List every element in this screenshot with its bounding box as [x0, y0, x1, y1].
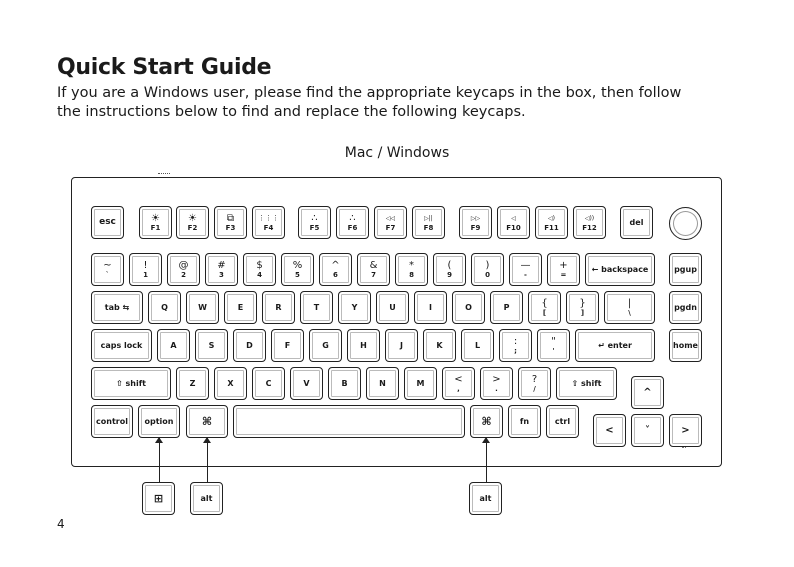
key-f7[interactable]: ◁◁ F7	[374, 206, 407, 239]
replacement-windows-key[interactable]	[142, 482, 175, 515]
key-3[interactable]: # 3	[205, 253, 238, 286]
key-enter[interactable]: ↵ enter	[575, 329, 655, 362]
key-z[interactable]: Z	[176, 367, 209, 400]
key-left-bracket[interactable]: { [	[528, 291, 561, 324]
key-f12[interactable]: ◁)) F12	[573, 206, 606, 239]
intro-text	[57, 84, 697, 122]
key-b[interactable]: B	[328, 367, 361, 400]
key-g[interactable]: G	[309, 329, 342, 362]
key-f1[interactable]: ☀ F1	[139, 206, 172, 239]
key-backspace[interactable]: ← backspace	[585, 253, 655, 286]
key-a[interactable]: A	[157, 329, 190, 362]
arrow-head-alt-left	[203, 437, 211, 443]
arrow-line-alt-right	[486, 438, 487, 483]
layout-label: Mac / Windows	[344, 145, 450, 161]
key-pgdn[interactable]: pgdn	[669, 291, 702, 324]
key-s[interactable]: S	[195, 329, 228, 362]
arrow-line-alt-left	[207, 438, 208, 483]
windows-icon: ⊞	[153, 492, 164, 505]
key-9[interactable]: ( 9	[433, 253, 466, 286]
key-f8[interactable]: ▷|| F8	[412, 206, 445, 239]
key-f2[interactable]: ☀ F2	[176, 206, 209, 239]
key-fn[interactable]: fn	[508, 405, 541, 438]
key-pgup[interactable]: pgup	[669, 253, 702, 286]
key-home[interactable]: home	[669, 329, 702, 362]
volume-knob[interactable]	[669, 207, 702, 240]
key-o[interactable]: O	[452, 291, 485, 324]
key-f10[interactable]: ◁ F10	[497, 206, 530, 239]
key-p[interactable]: P	[490, 291, 523, 324]
key-4[interactable]: $ 4	[243, 253, 276, 286]
key-arrow-down[interactable]: ˅	[631, 414, 664, 447]
key-1[interactable]: ! 1	[129, 253, 162, 286]
key-comma[interactable]: < ,	[442, 367, 475, 400]
key-left-shift[interactable]: ⇧ shift	[91, 367, 171, 400]
key-f6[interactable]: ∴ F6	[336, 206, 369, 239]
key-f9[interactable]: ▷▷ F9	[459, 206, 492, 239]
intro-line-2: the instructions below to find and replace the following keycaps.	[57, 104, 526, 120]
intro-line-1: If you are a Windows user, please find the appropriate keycaps in the box, then follow	[57, 85, 682, 101]
key-7[interactable]: & 7	[357, 253, 390, 286]
key-l[interactable]: L	[461, 329, 494, 362]
key-m[interactable]: M	[404, 367, 437, 400]
key-quote[interactable]: " '	[537, 329, 570, 362]
page-title: Quick Start Guide	[57, 55, 272, 80]
key-control[interactable]: control	[91, 405, 133, 438]
key-caps-lock[interactable]: caps lock	[91, 329, 152, 362]
key-del[interactable]: del	[620, 206, 653, 239]
key-0[interactable]: ) 0	[471, 253, 504, 286]
key-arrow-right[interactable]: >	[669, 414, 702, 447]
key-w[interactable]: W	[186, 291, 219, 324]
key-e[interactable]: E	[224, 291, 257, 324]
key-q[interactable]: Q	[148, 291, 181, 324]
key-6[interactable]: ^ 6	[319, 253, 352, 286]
arrow-line-windows	[159, 438, 160, 483]
key-spacebar[interactable]	[233, 405, 465, 438]
key-d[interactable]: D	[233, 329, 266, 362]
replacement-alt-key-right[interactable]: alt	[469, 482, 502, 515]
key-semicolon[interactable]: : ;	[499, 329, 532, 362]
key-v[interactable]: V	[290, 367, 323, 400]
key-f4[interactable]: ⋮⋮⋮ F4	[252, 206, 285, 239]
replacement-alt-key-left[interactable]: alt	[190, 482, 223, 515]
key-right-command[interactable]: ⌘	[470, 405, 503, 438]
key-f[interactable]: F	[271, 329, 304, 362]
key-f3[interactable]: ⧉ F3	[214, 206, 247, 239]
key-k[interactable]: K	[423, 329, 456, 362]
key-arrow-left[interactable]: <	[593, 414, 626, 447]
key-equals[interactable]: + =	[547, 253, 580, 286]
key-option[interactable]: option	[138, 405, 180, 438]
key-c[interactable]: C	[252, 367, 285, 400]
key-x[interactable]: X	[214, 367, 247, 400]
key-backtick[interactable]: ~ `	[91, 253, 124, 286]
key-n[interactable]: N	[366, 367, 399, 400]
key-u[interactable]: U	[376, 291, 409, 324]
key-i[interactable]: I	[414, 291, 447, 324]
key-backslash[interactable]: | \	[604, 291, 655, 324]
key-left-command[interactable]: ⌘	[186, 405, 228, 438]
key-f5[interactable]: ∴ F5	[298, 206, 331, 239]
key-y[interactable]: Y	[338, 291, 371, 324]
key-h[interactable]: H	[347, 329, 380, 362]
key-5[interactable]: % 5	[281, 253, 314, 286]
key-right-bracket[interactable]: } ]	[566, 291, 599, 324]
keyboard-dot-mark	[682, 447, 686, 449]
key-esc[interactable]: esc	[91, 206, 124, 239]
key-r[interactable]: R	[262, 291, 295, 324]
key-f11[interactable]: ◁) F11	[535, 206, 568, 239]
page-number: 4	[57, 517, 65, 531]
key-right-shift[interactable]: ⇧ shift	[556, 367, 617, 400]
key-j[interactable]: J	[385, 329, 418, 362]
arrow-head-windows	[155, 437, 163, 443]
key-2[interactable]: @ 2	[167, 253, 200, 286]
key-minus[interactable]: — -	[509, 253, 542, 286]
key-t[interactable]: T	[300, 291, 333, 324]
key-ctrl[interactable]: ctrl	[546, 405, 579, 438]
key-arrow-up[interactable]: ^	[631, 376, 664, 409]
key-tab[interactable]: tab ⇆	[91, 291, 143, 324]
key-slash[interactable]: ? /	[518, 367, 551, 400]
key-period[interactable]: > .	[480, 367, 513, 400]
key-8[interactable]: * 8	[395, 253, 428, 286]
arrow-head-alt-right	[482, 437, 490, 443]
